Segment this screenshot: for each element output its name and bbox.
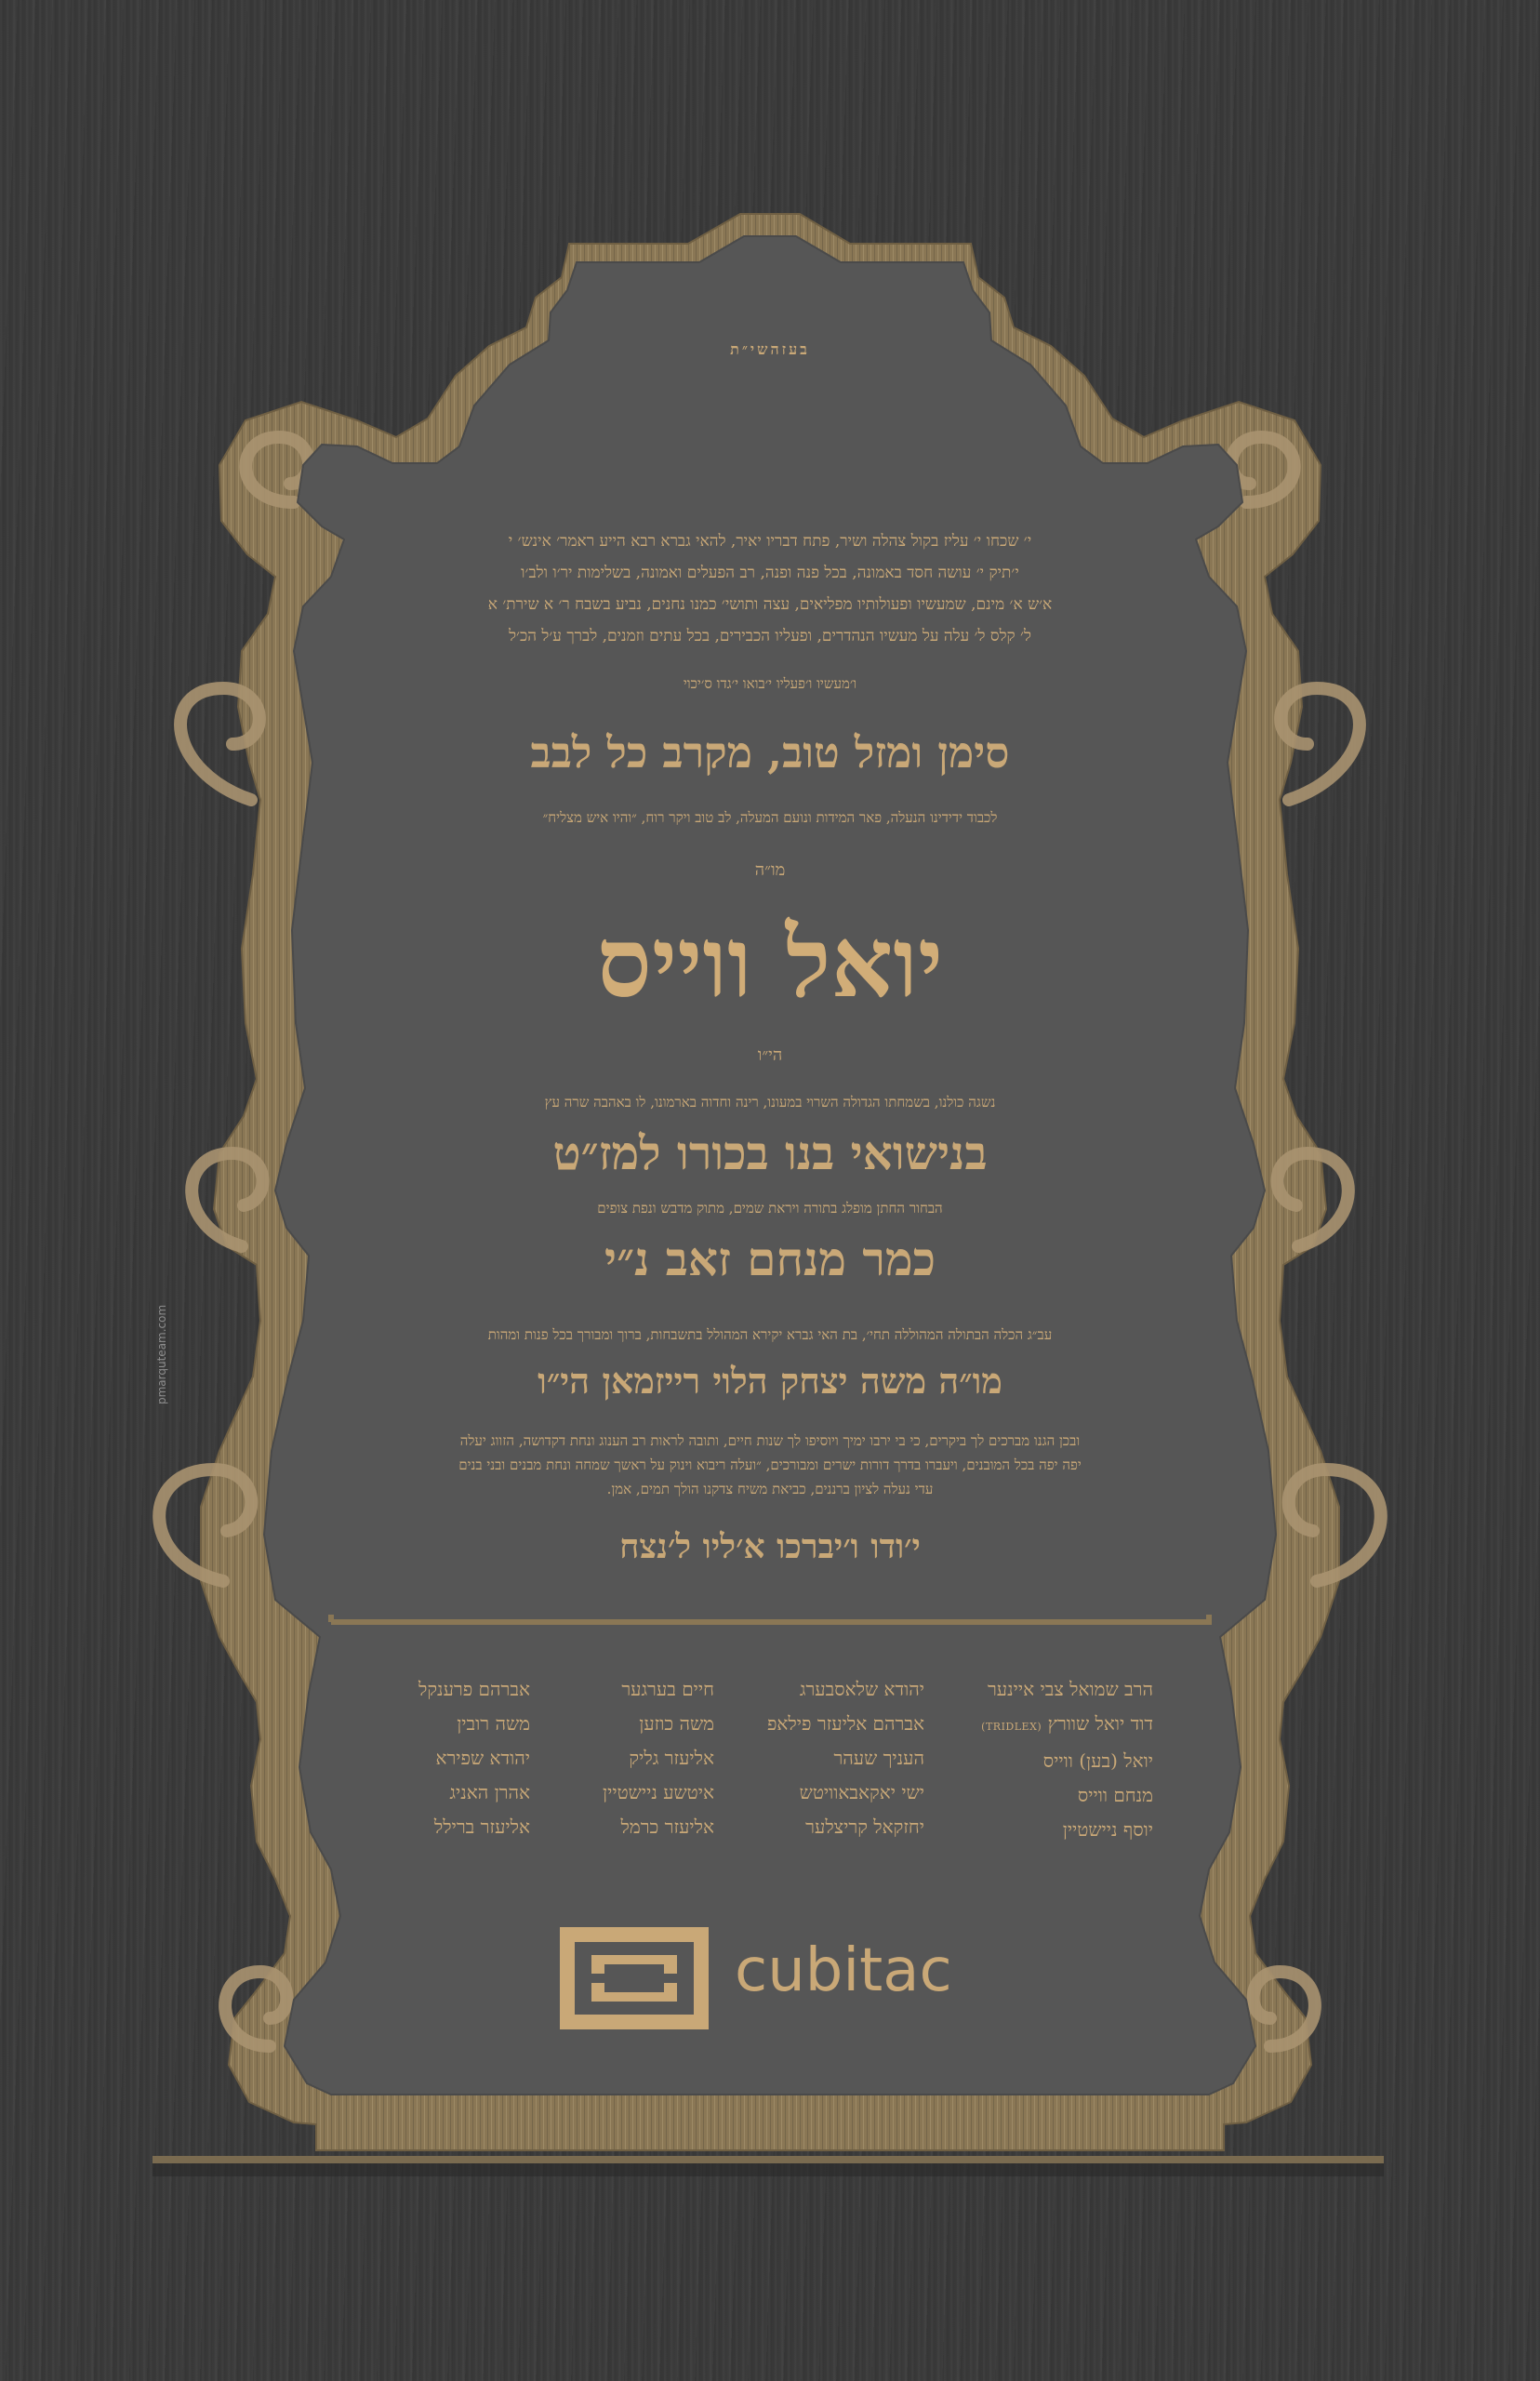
side-url-text: pmarquteam.com	[155, 1304, 168, 1404]
subline-2: נשגה כולנו, בשמחתו הגדולה השרוי במעונו, רינה וחדוה בארמונו, לו באהבה שרה עץ	[544, 1094, 996, 1111]
intro-line: י׳ שכחו י׳ עליז בקול צהלה ושיר, פתח דבריו יאיר, להאי גברא רבא הייע ראמר׳ אינש׳ י	[508, 532, 1032, 551]
signatory-name: יחזקאל קריצלער	[805, 1816, 924, 1838]
signatory-name: יואל (בען) ווייס	[1042, 1749, 1153, 1772]
honoree-suffix: הי״ו	[757, 1045, 783, 1065]
subline-4: עב״ג הכלה הבתולה המהוללה תחי׳, בת האי גברא יקירא המהולל בתשבחות, ברוך ומבורך בכל פנות ומהות	[487, 1326, 1053, 1343]
signatory-name: משה רובין	[457, 1712, 530, 1735]
bottom-shelf	[153, 2156, 1384, 2163]
signatory-name: ישי יאקאבאוויטש	[799, 1781, 924, 1803]
signatory-name: אליעזר ברילל	[433, 1816, 530, 1838]
logo-wordmark: cubitac	[735, 1936, 952, 2005]
signatory-tag: (TRIDLEX)	[981, 1721, 1042, 1733]
signatory-name: אברהם פרענקל	[418, 1678, 530, 1700]
signatory-name: אברהם אליעזר פילאפ	[766, 1712, 924, 1735]
signatory-name: חיים בערגער	[621, 1678, 714, 1700]
subline-3: הבחור החתן מופלג בתורה ויראת שמים, מתוק מדבש ונפת צופים	[597, 1200, 943, 1217]
honoree-name: יואל ווייס	[596, 905, 944, 1019]
blessing-line: יפה יפה בכל המובנים, ויעברו בדרך דורות ישרים ומבורכים, ״ועלה ריבוא וינוק על ראשך שמחה ונחת מבנים ובני בנים	[458, 1457, 1082, 1473]
closing-line: י׳ודו ו׳יברכו א׳ליו ל׳נצח	[619, 1527, 921, 1566]
headline-1: סימן ומזל טוב, מקרב כל לבב	[530, 727, 1010, 778]
bride-father: מו״ה משה יצחק הלוי רייזמאן הי״ו	[538, 1360, 1002, 1402]
signatory-column-1	[926, 1672, 1153, 1847]
signatory-name: דוד יואל שוורץ (TRIDLEX)	[981, 1712, 1153, 1735]
signatory-name: העניך שעהר	[833, 1747, 924, 1769]
cubitac-logo-icon	[560, 1927, 709, 2029]
subline-1: לכבוד ידידינו הנעלה, פאר המידות ונועם המעלה, לב טוב ויקר רוח, ״והיו איש מצליח״	[542, 809, 998, 826]
signatory-name: יהודא שפירא	[435, 1747, 530, 1769]
blessing-paragraph	[379, 1429, 1161, 1501]
intro-line: י׳תיק י׳ עושה חסד באמונה, בכל פנה ופנה, רב הפעלים ואמונה, בשלימות יר׳ו ולב׳ו	[521, 564, 1019, 582]
intro-line: א׳ש א׳ מינם, שמעשיו ופעולותיו מפליאים, עצה ותושי׳ כמנו נחנים, נביע בשבח ר׳ א שירת׳ א	[487, 595, 1053, 614]
signatory-name: הרב שמואל צבי איינער	[987, 1678, 1153, 1700]
signatory-name: אליעזר כרמל	[620, 1816, 714, 1838]
signatory-name: איטשע ניישטיין	[603, 1781, 714, 1803]
groom-name: כמר מנחם זאב נ״י	[604, 1231, 936, 1286]
signatory-name: יוסף ניישטיין	[1062, 1818, 1153, 1841]
signatory-column-2	[733, 1672, 924, 1844]
title-prefix: מו״ה	[754, 860, 786, 880]
blessing-line: עדי נעלה לציון ברננים, כביאת משיח צדקנו הולך תמים, אמן.	[606, 1481, 934, 1497]
intro-line: ל׳ קלס ל׳ עלה על מעשיו הנהדרים, ופעליו הכבירים, בכל עתים וזמנים, לברך ע׳ל הכ׳ל	[509, 627, 1031, 645]
intro-paragraph	[423, 525, 1117, 652]
signatory-name: יהודא שלאסבערג	[799, 1678, 924, 1700]
signatory-name: מנחם ווייס	[1077, 1784, 1153, 1806]
blessing-line: ובכן הגנו מברכים לך ביקרים, כי בי ירבו ימיך ויוסיפו לך שנות חיים, ותובה לראות רב הענוג ונחת דקדושה, הזווג יעלה	[459, 1432, 1081, 1449]
headline-2: בנישואי בנו בכורו למז״ט	[552, 1125, 988, 1180]
top-abbreviation: בעזהשי״ת	[730, 340, 810, 358]
signatory-name: אליעזר גליק	[629, 1747, 714, 1769]
signatory-column-4	[381, 1672, 530, 1844]
signatory-column-3	[558, 1672, 714, 1844]
signatory-name: משה כוזען	[639, 1712, 714, 1735]
signatory-name: אהרן האניג	[449, 1781, 530, 1803]
pre-title-line: ו׳מעשיו ו׳פעליו י׳בואו י׳גדו ס׳יכוי	[683, 675, 857, 692]
